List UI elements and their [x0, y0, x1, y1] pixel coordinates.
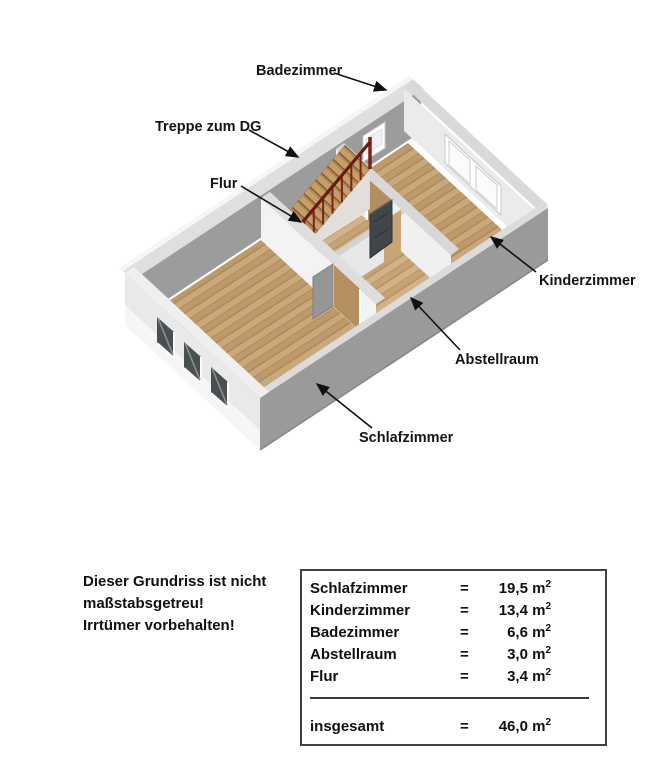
total-name: insgesamt — [310, 718, 385, 735]
room-area: 3,0 $m^2$ — [507, 645, 551, 663]
table-row — [310, 578, 595, 600]
room-area: 13,4 $m^2$ — [498, 601, 551, 619]
equals-sign: = — [460, 580, 469, 597]
table-total-row — [310, 716, 595, 738]
label-kinderzimmer: Kinderzimmer — [539, 273, 636, 289]
equals-sign: = — [460, 718, 469, 735]
total-area: 46,0 $m^2$ — [498, 717, 551, 735]
table-separator — [310, 697, 589, 699]
table-row — [310, 644, 595, 666]
room-name: Badezimmer — [310, 624, 400, 641]
room-name: Schlafzimmer — [310, 580, 408, 597]
note-line: Irrtümer vorbehalten! — [83, 617, 235, 634]
label-schlafzimmer: Schlafzimmer — [359, 430, 454, 446]
label-treppe: Treppe zum DG — [155, 119, 262, 135]
room-name: Flur — [310, 668, 339, 685]
room-area: 3,4 $m^2$ — [507, 667, 551, 685]
area-table — [300, 569, 607, 746]
room-area: 19,5 $m^2$ — [498, 579, 551, 597]
note-line: Dieser Grundriss ist nicht — [83, 573, 267, 590]
equals-sign: = — [460, 646, 469, 663]
equals-sign: = — [460, 668, 469, 685]
table-row — [310, 600, 595, 622]
equals-sign: = — [460, 624, 469, 641]
room-name: Kinderzimmer — [310, 602, 411, 619]
label-abstellraum: Abstellraum — [455, 352, 539, 368]
equals-sign: = — [460, 602, 469, 619]
label-flur: Flur — [210, 176, 238, 192]
disclaimer-note — [83, 571, 293, 637]
table-row — [310, 666, 595, 688]
room-area: 6,6 $m^2$ — [507, 623, 551, 641]
label-badezimmer: Badezimmer — [256, 63, 343, 79]
note-line: maßstabsgetreu! — [83, 595, 204, 612]
table-row — [310, 622, 595, 644]
room-name: Abstellraum — [310, 646, 397, 663]
